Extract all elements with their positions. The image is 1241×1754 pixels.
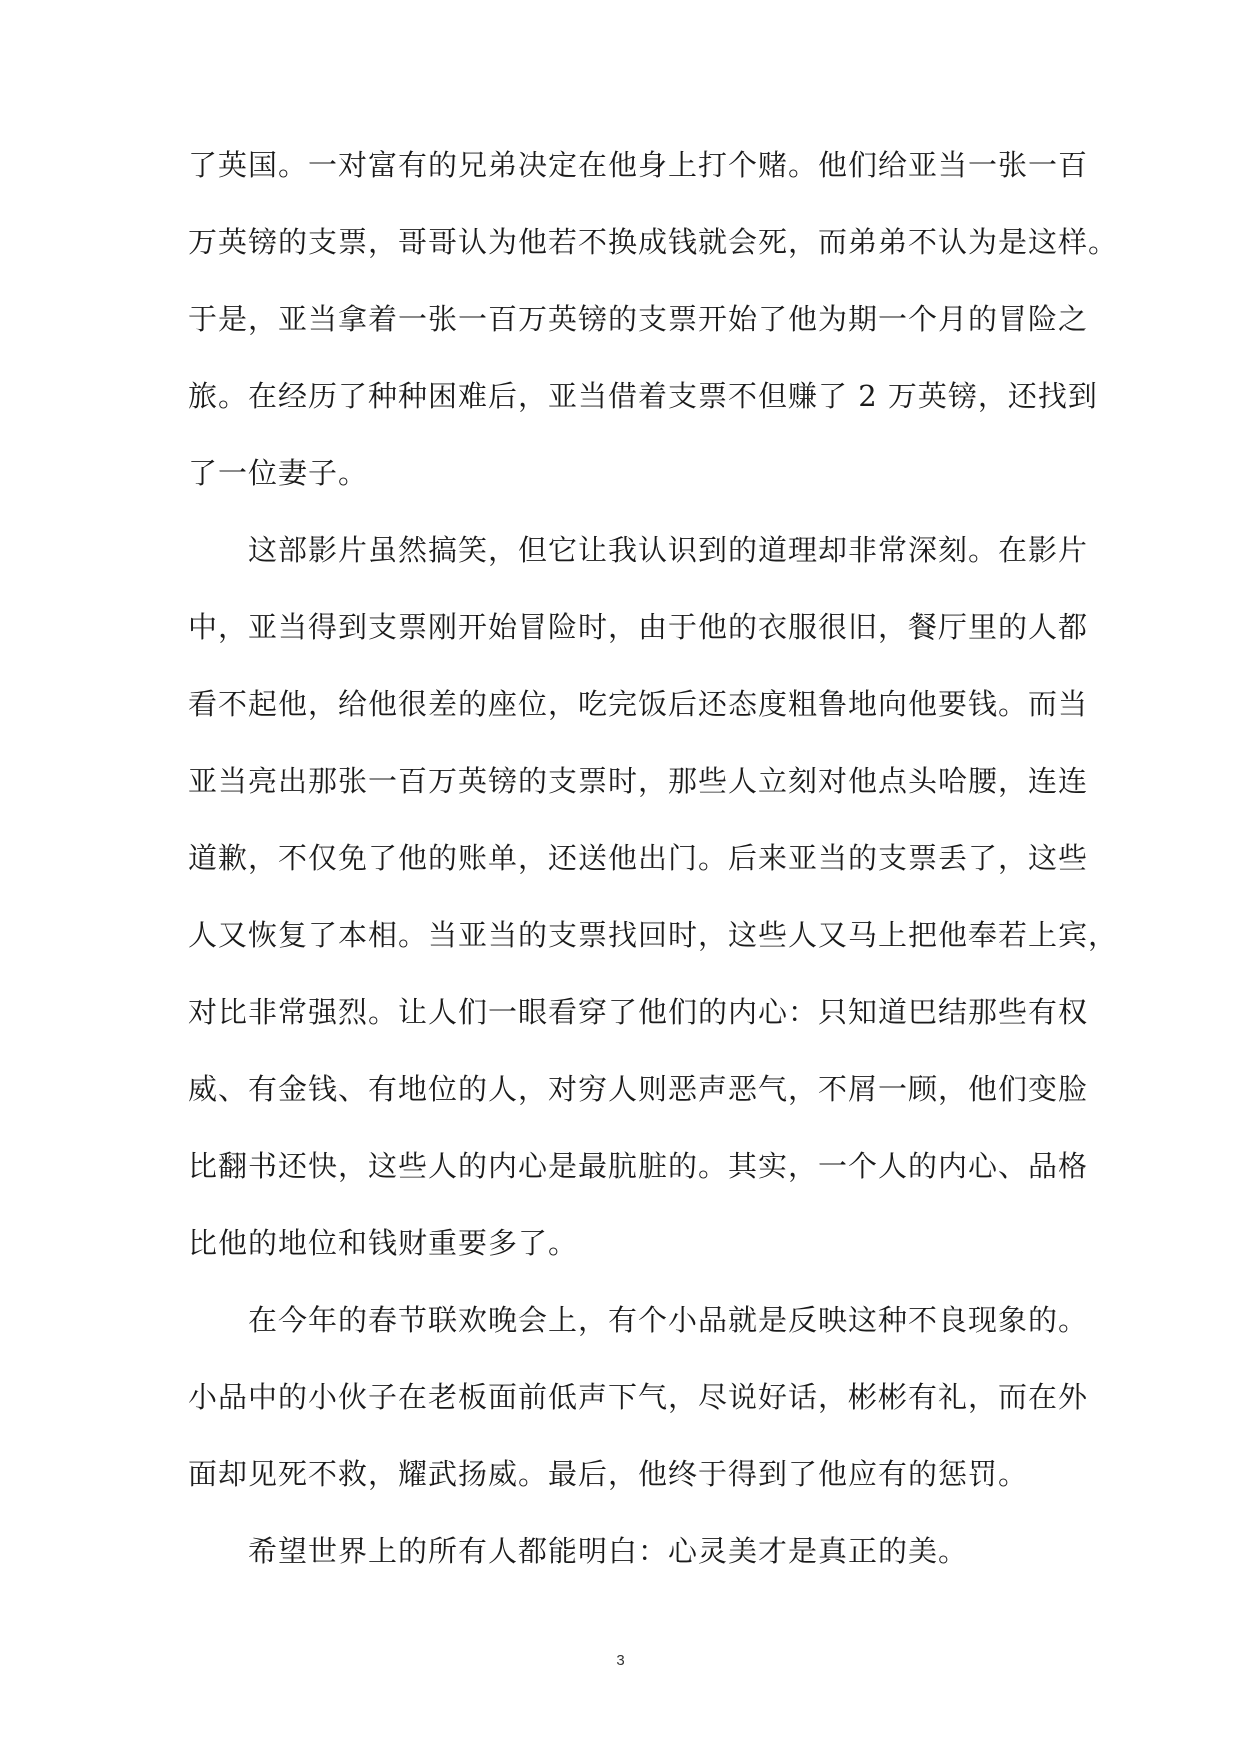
text-line: 亚当亮出那张一百万英镑的支票时，那些人立刻对他点头哈腰，连连: [188, 764, 1089, 798]
text-line: 道歉，不仅免了他的账单，还送他出门。后来亚当的支票丢了，这些: [188, 841, 1089, 875]
text-line: 人又恢复了本相。当亚当的支票找回时，这些人又马上把他奉若上宾，: [188, 918, 1119, 952]
text-line: 了一位妻子。: [188, 456, 369, 490]
text-line: 中，亚当得到支票刚开始冒险时，由于他的衣服很旧，餐厅里的人都: [188, 610, 1089, 644]
text-line: 对比非常强烈。让人们一眼看穿了他们的内心：只知道巴结那些有权: [188, 995, 1089, 1029]
text-line: 比翻书还快，这些人的内心是最肮脏的。其实，一个人的内心、品格: [188, 1149, 1089, 1183]
text-line: 比他的地位和钱财重要多了。: [188, 1226, 579, 1260]
text-line: 威、有金钱、有地位的人，对穷人则恶声恶气，不屑一顾，他们变脸: [188, 1072, 1089, 1106]
paragraph-start-line: 这部影片虽然搞笑，但它让我认识到的道理却非常深刻。在影片: [248, 533, 1089, 567]
paragraph-start-line: 希望世界上的所有人都能明白：心灵美才是真正的美。: [248, 1534, 969, 1568]
text-line: 于是，亚当拿着一张一百万英镑的支票开始了他为期一个月的冒险之: [188, 302, 1089, 336]
text-line: 看不起他，给他很差的座位，吃完饭后还态度粗鲁地向他要钱。而当: [188, 687, 1089, 721]
text-line: 旅。在经历了种种困难后，亚当借着支票不但赚了 2 万英镑，还找到: [188, 379, 1098, 413]
text-line: 了英国。一对富有的兄弟决定在他身上打个赌。他们给亚当一张一百: [188, 148, 1089, 182]
page-number: 3: [616, 1652, 625, 1669]
text-line: 万英镑的支票，哥哥认为他若不换成钱就会死，而弟弟不认为是这样。: [188, 225, 1119, 259]
text-line: 小品中的小伙子在老板面前低声下气，尽说好话，彬彬有礼，而在外: [188, 1380, 1089, 1414]
paragraph-start-line: 在今年的春节联欢晚会上，有个小品就是反映这种不良现象的。: [248, 1303, 1089, 1337]
body-text: [188, 145, 1119, 1608]
text-line: 面却见死不救，耀武扬威。最后，他终于得到了他应有的惩罚。: [188, 1457, 1029, 1491]
